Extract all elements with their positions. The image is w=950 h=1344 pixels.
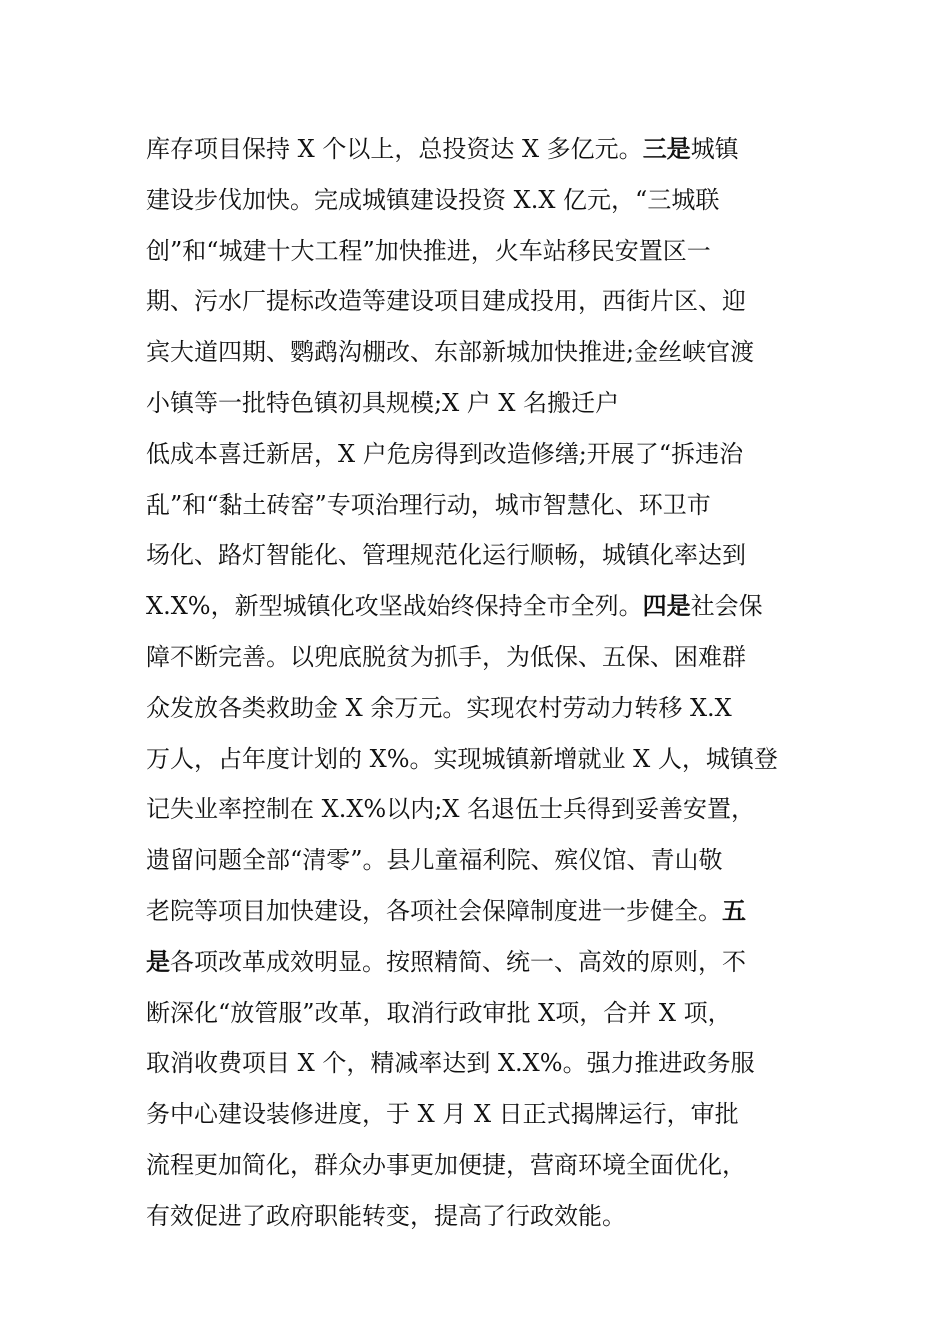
text-run: 宾大道四期、鹦鹉沟棚改、东部新城加快推进;金丝峡官渡: [146, 338, 755, 367]
text-line: [146, 886, 846, 937]
text-run: 老院等项目加快建设，各项社会保障制度进一步健全。: [146, 896, 722, 925]
text-run: X.X%，新型城镇化攻坚战始终保持全市全列。: [146, 592, 643, 621]
text-run: 记失业率控制在 X.X%以内;X 名退伍士兵得到妥善安置，: [146, 795, 756, 824]
text-run: 创”和“城建十大工程”加快推进，火车站移民安置区一: [146, 236, 711, 265]
bold-lead-term: 是: [146, 947, 170, 976]
bold-lead-term: 五: [722, 896, 746, 925]
text-run: 低成本喜迁新居，X 户危房得到改造修缮;开展了“拆违治: [146, 439, 744, 468]
text-line: [146, 937, 846, 988]
text-run: 流程更加简化，群众办事更加便捷，营商环境全面优化，: [146, 1150, 746, 1179]
text-line: [146, 1089, 846, 1140]
text-line: [146, 784, 846, 835]
text-run: 期、污水厂提标改造等建设项目建成投用，西街片区、迎: [146, 287, 746, 316]
text-line: [146, 429, 846, 480]
text-run: 库存项目保持 X 个以上，总投资达 X 多亿元。: [146, 135, 643, 163]
text-run: 众发放各类救助金 X 余万元。实现农村劳动力转移 X.X: [146, 693, 732, 722]
text-line: [146, 1191, 846, 1242]
text-line: [146, 124, 846, 175]
text-run: 各项改革成效明显。按照精简、统一、高效的原则，不: [170, 947, 746, 976]
text-run: 取消收费项目 X 个，精减率达到 X.X%。强力推进政务服: [146, 1049, 755, 1078]
text-line: [146, 175, 846, 226]
text-run: 社会保: [690, 592, 763, 621]
text-line: [146, 581, 846, 632]
text-run: 万人，占年度计划的 X%。实现城镇新增就业 X 人，城镇登: [146, 744, 778, 773]
text-line: [146, 480, 846, 531]
bold-lead-term: 三是: [642, 135, 691, 163]
text-run: 断深化“放管服”改革，取消行政审批 X项，合并 X 项，: [146, 998, 732, 1027]
text-line: [146, 327, 846, 378]
text-run: 障不断完善。以兜底脱贫为抓手，为低保、五保、困难群: [146, 642, 746, 671]
text-line: [146, 1038, 846, 1089]
text-line: [146, 734, 846, 785]
text-run: 建设步伐加快。完成城镇建设投资 X.X 亿元，“三城联: [146, 185, 720, 214]
text-line: [146, 226, 846, 277]
text-line: [146, 632, 846, 683]
text-line: [146, 1140, 846, 1191]
text-run: 遗留问题全部“清零”。县儿童福利院、殡仪馆、青山敬: [146, 846, 723, 875]
body-paragraph: [146, 124, 846, 1242]
text-line: [146, 683, 846, 734]
text-run: 乱”和“黏土砖窑”专项治理行动，城市智慧化、环卫市: [146, 490, 711, 519]
bold-lead-term: 四是: [642, 592, 691, 621]
text-run: 务中心建设装修进度，于 X 月 X 日正式揭牌运行，审批: [146, 1100, 739, 1129]
text-run: 场化、路灯智能化、管理规范化运行顺畅，城镇化率达到: [146, 541, 746, 570]
text-run: 小镇等一批特色镇初具规模;X 户 X 名搬迁户: [146, 388, 620, 417]
text-line: [146, 835, 846, 886]
text-line: [146, 530, 846, 581]
text-run: 有效促进了政府职能转变，提高了行政效能。: [146, 1201, 626, 1230]
text-line: [146, 276, 846, 327]
text-run: 城镇: [690, 135, 739, 163]
text-line: [146, 988, 846, 1039]
text-line: [146, 378, 846, 429]
